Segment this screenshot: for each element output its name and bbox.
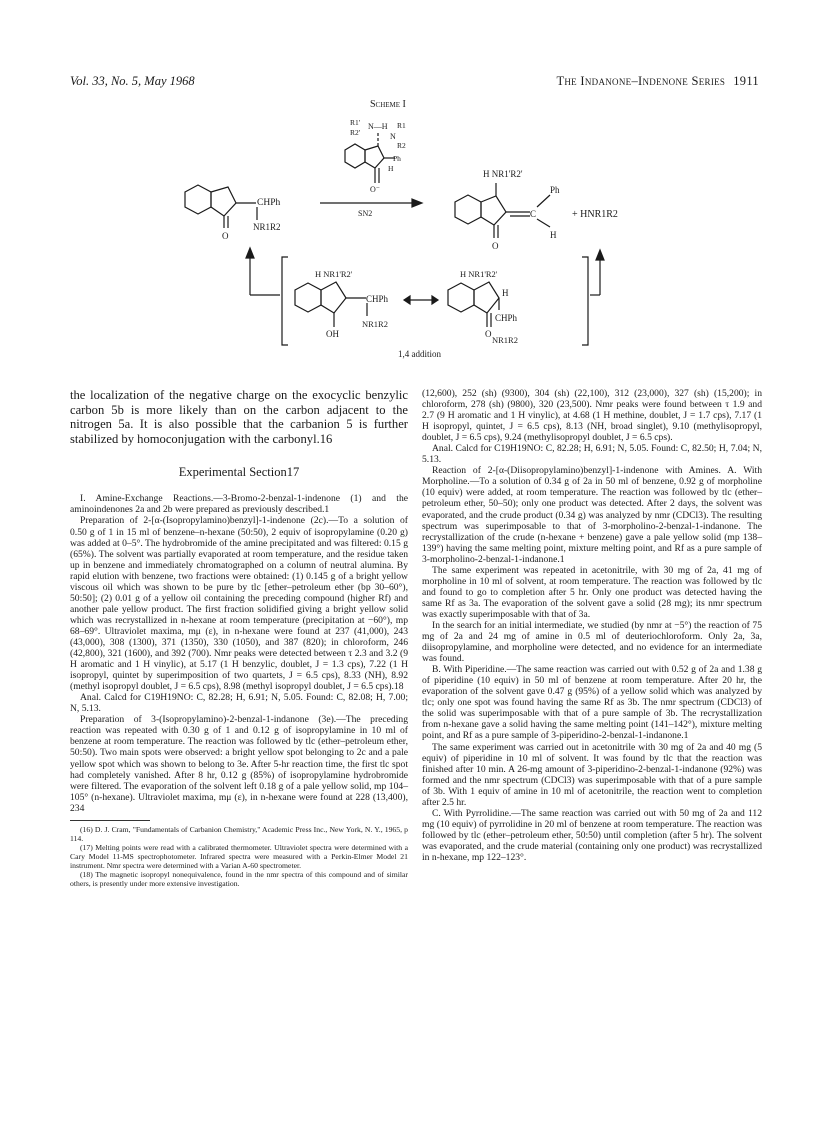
- left-column: [70, 388, 408, 888]
- scheme-label: H: [502, 288, 509, 298]
- lead-paragraph: the localization of the negative charge on the exocyclic benzylic carbon 5b is more likely than on the carbon adjacent to the nitrogen 5a. It is also possible that the carbanion 5 is further stabilized by homoconjugation with the carbonyl.16: [70, 388, 408, 446]
- scheme-label: H: [388, 164, 394, 173]
- paragraph: C. With Pyrrolidine.—The same reaction was carried out with 50 mg of 2a and 112 mg (10 equiv) of pyrrolidine in 20 ml of benzene at room temperature. The reaction was followed by tlc (ether–petroleum ether, 50:50) until completion (after 5 hr). The solvent was evaporated, and the crude material (containing only one product) was recrystallized in n-hexane, mp 122–123°.: [422, 807, 762, 863]
- scheme-label: OH: [326, 329, 339, 339]
- paragraph: (12,600), 252 (sh) (9300), 304 (sh) (22,100), 312 (23,000), 327 (sh) (15,200); in chloroform, 278 (sh) (9800), 320 (23,500). Nmr peaks were found between τ 1.9 and 2.7 (9 H aromatic and 1 H vinylic), at 4.68 (1 H methine, doublet, J = 1.7 cps), 7.17 (1 H isopropyl, quintet, J = 6.5 cps), 8.13 (NH, broad singlet), 9.10 (methylisopropyl, doublet, J = 6.5 cps), 9.24 (methylisopropyl doublet, J = 6.5 cps).: [422, 388, 762, 444]
- scheme-label: SN2: [358, 209, 373, 218]
- paragraph: Reaction of 2-[α-(Diisopropylamino)benzyl]-1-indenone with Amines. A. With Morpholine.—To a solution of 0.34 g of 2a in 50 ml of benzene, 0.92 g of morpholine (10 equiv) were added, at room temperature. The reaction was followed by tlc (ether–petroleum ether, 50–50); only one product was detected. After 2 days, the solvent was evaporated, and the crude product (0.34 g) was analyzed by nmr (CDCl3). The resulting spectrum was superimposable to that of 3-morpholino-2-benzal-1-indanone. The recrystallization of the crude (n-hexane + benzene) gave a pale yellow solid (mp 138–139°) having the same melting point, mixture melting point, and Rf as a pure sample of 3-morpholino-2-benzal-1-indanone.1: [422, 465, 762, 565]
- scheme-label: CHPh: [257, 198, 281, 208]
- footnote: (18) The magnetic isopropyl nonequivalence, found in the nmr spectra of this compound and of similar others, is presently under more extensive investigation.: [70, 870, 408, 889]
- scheme-label: + HNR1R2: [572, 209, 618, 220]
- journal-citation: Vol. 33, No. 5, May 1968: [70, 74, 195, 88]
- paragraph: Preparation of 2-[α-(Isopropylamino)benzyl]-1-indenone (2c).—To a solution of 0.50 g of 1 in 15 ml of benzene–n-hexane (50:50), 2 equiv of isopropylamine (0.20 g) was added at 0–5°. The hydrobromide of the amine precipitated and was filtered: 0.15 g (65%). The solvent was partially evaporated at room temperature, and the residue taken up in benzene and immediately chromatographed on a column of neutral alumina. By rapid elution with benzene, two fractions were obtained: (1) 0.145 g of a bright yellow viscous oil which was shown to be pure by tlc [ether–petroleum ether (bp 30–60°), 50:50]; (2) 0.01 g of a yellow oil containing the preceding compound (higher Rf) and another pale yellow product. The first fraction solidified giving a bright yellow solid which was recrystallized in n-hexane at room temperature (precipitation at −60°), mp 68–69°. Ultraviolet maxima, mμ (ε), in n-hexane were found at 237 (41,000), 243 (43,000), 308 (1300), 371 (1350), 330 (1050), and 387 (820); in chloroform, 246 (42,800), 321 (1600), and 392 (700). Nmr peaks were detected between τ 2.3 and 3.2 (9 H aromatic and 1 H vinylic), at 5.17 (1 H benzylic, doublet, J = 1.3 cps), 7.22 (1 H isopropyl, quintet by superimposition of two quartets, J = 6.5 cps), 8.33 (NH), 8.92 (methyl isopropyl doublet, J = 6.5 cps), 8.98 (methyl isopropyl doublet, J = 6.5 cps).18: [70, 515, 408, 693]
- scheme-label: Ph: [550, 185, 560, 195]
- paragraph: The same experiment was repeated in acetonitrile, with 30 mg of 2a, 41 mg of morpholine in 10 ml of solvent, at room temperature. The reaction was followed by tlc and found to go to completion after 5 hr. Only one product was detected having the same Rf as 3a. The evaporation of the solvent gave a solid (28 mg); its nmr spectrum was exactly superimposable with that of 3a.: [422, 564, 762, 620]
- scheme-label: CHPh: [495, 313, 518, 323]
- scheme-label: O: [485, 329, 492, 339]
- scheme-title: Scheme I: [370, 99, 406, 110]
- benzene-ring-left: [185, 185, 211, 214]
- scheme-label: NR1R2: [253, 222, 281, 232]
- paragraph: Anal. Calcd for C19H19NO: C, 82.28; H, 6.91; N, 5.05. Found: C, 82.50; H, 7.04; N, 5.13.: [422, 443, 762, 466]
- right-column: [422, 388, 762, 863]
- paragraph: The same experiment was carried out in acetonitrile with 30 mg of 2a and 40 mg (5 equiv) of piperidine in 10 ml of solvent. It was found by tlc that the reaction was finished after 10 min. A 26-mg amount of 3-piperidino-2-benzal-1-indanone (92%) was formed and the nmr spectrum (CDCl3) was superimposable with that of a pure sample of 3b. With 1 equiv of amine in 10 ml of acetonitrile, the reaction went to completion after 2.5 hr.: [422, 741, 762, 808]
- scheme-label: R1: [397, 121, 406, 130]
- scheme-label: H NR1'R2': [315, 269, 353, 279]
- paragraph: In the search for an initial intermediate, we studied (by nmr at −5°) the reaction of 75 mg of 2a and 24 mg of amine in 0.5 ml of deuteriochloroform. Only 2a, 3a, diisopropylamine, and morpholine were detected, and no evidence for an intermediate was found.: [422, 619, 762, 665]
- series-title: The Indanone–Indenone Series: [556, 74, 726, 88]
- footnote-divider: [70, 820, 150, 821]
- scheme-label: O: [222, 231, 229, 241]
- scheme-label: H: [550, 230, 557, 240]
- scheme-caption: 1,4 addition: [398, 349, 441, 359]
- scheme-label: N—H: [368, 122, 388, 131]
- footnote: (17) Melting points were read with a calibrated thermometer. Ultraviolet spectra were determined with a Cary Model 11-MS spectrophotometer. Infrared spectra were measured with a Perkin-Elmer Model 21 instrument. Nmr spectra were determined with a Varian A-60 spectrometer.: [70, 842, 408, 871]
- scheme-label: CHPh: [366, 294, 389, 304]
- scheme-label: H NR1'R2': [460, 269, 498, 279]
- scheme-label: N: [390, 132, 396, 141]
- paragraph: I. Amine-Exchange Reactions.—3-Bromo-2-benzal-1-indenone (1) and the aminoindenones 2a and 2b were prepared as previously described.1: [70, 493, 408, 516]
- scheme-label: H NR1'R2': [483, 169, 523, 179]
- scheme-label: Ph: [393, 154, 401, 163]
- footnote: (16) D. J. Cram, "Fundamentals of Carbanion Chemistry," Academic Press Inc., New York, N. Y., 1965, p 114.: [70, 824, 408, 843]
- scheme-label: R1': [350, 118, 361, 127]
- scheme-label: O⁻: [370, 185, 380, 194]
- scheme-label: C: [530, 209, 537, 219]
- scheme-label: NR1R2: [492, 335, 518, 345]
- scheme-label: R2: [397, 141, 406, 150]
- paragraph: B. With Piperidine.—The same reaction was carried out with 0.52 g of 2a and 1.38 g of piperidine (10 equiv) in 50 ml of benzene at room temperature. After 20 hr, the evaporation of the solvent gave 0.47 g (95%) of a yellow solid which was analyzed by tlc; only one spot was found having the same Rf as 3b. The nmr spectrum (CDCl3) of the solid was superimposable with that of a pure sample of 3b. The recrystallization from n-hexane gave a solid having the same melting point (141–142°), mixture melting point, and Rf as a pure sample of 3-piperidino-2-benzal-1-indanone.1: [422, 664, 762, 742]
- reaction-scheme: [110, 95, 750, 365]
- scheme-label: O: [492, 241, 499, 251]
- page-number: 1911: [733, 74, 759, 88]
- section-title: Experimental Section17: [178, 465, 300, 480]
- running-header: [556, 74, 759, 89]
- scheme-label: R2': [350, 128, 361, 137]
- scheme-figure: [110, 95, 750, 365]
- paragraph: Preparation of 3-(Isopropylamino)-2-benzal-1-indanone (3e).—The preceding reaction was repeated with 0.30 g of 1 and 0.12 g of isopropylamine in 10 ml of benzene at room temperature. The reaction was followed by tlc (ether–petroleum ether, 50:50). Two main spots were observed: a bright yellow spot belonging to 2c and a pale yellow spot which was shown to belong to 3e. After 5-hr reaction time, the first tlc spot had completely vanished. After 8 hr, 0.12 g (85%) of isopropylamine hydrobromide were filtered. The evaporation of the solvent left 0.18 g of a pale yellow solid, mp 104–105° (n-hexane). Ultraviolet maxima, mμ (ε), in n-hexane were found at 228 (13,400), 234: [70, 714, 408, 814]
- paragraph: Anal. Calcd for C19H19NO: C, 82.28; H, 6.91; N, 5.05. Found: C, 82.08; H, 7.00; N, 5.13.: [70, 692, 408, 715]
- scheme-label: NR1R2: [362, 319, 388, 329]
